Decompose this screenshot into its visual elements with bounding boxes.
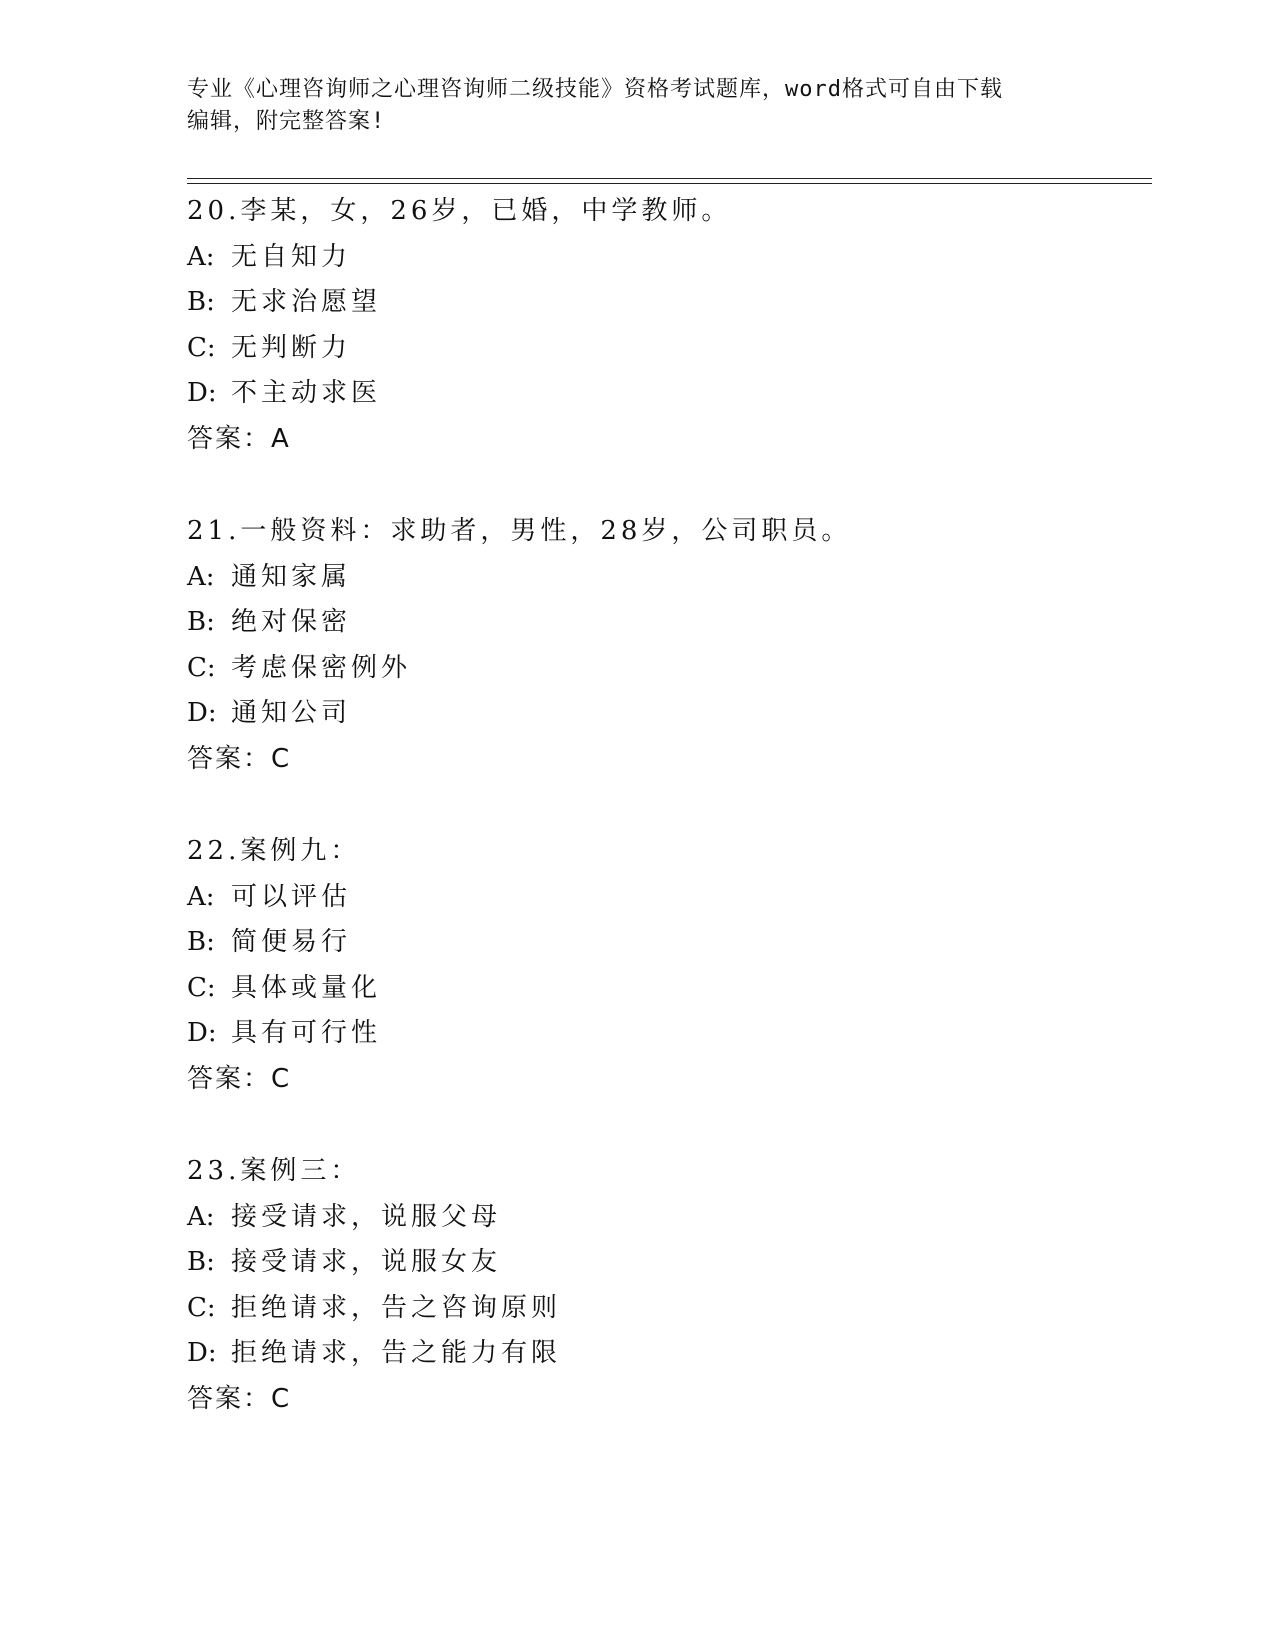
answer-label: 答案：A bbox=[187, 423, 291, 454]
question-stem: 23.案例三： bbox=[187, 1156, 361, 1186]
option-letter: B: bbox=[187, 1247, 215, 1277]
option-letter: B: bbox=[187, 927, 215, 957]
option-letter: C: bbox=[187, 1292, 216, 1323]
option-letter: A: bbox=[187, 241, 215, 272]
option-d bbox=[187, 1011, 1147, 1057]
option-text: 简便易行 bbox=[231, 927, 352, 957]
option-text: 接受请求，说服女友 bbox=[231, 1247, 502, 1277]
question-stem: 22.案例九： bbox=[187, 836, 361, 866]
option-text: 接受请求，说服父母 bbox=[231, 1201, 502, 1232]
option-a bbox=[187, 235, 1147, 281]
header-line-2: 编辑，附完整答案! bbox=[187, 109, 386, 134]
option-c bbox=[187, 1286, 1147, 1332]
option-text: 无判断力 bbox=[231, 332, 352, 363]
option-d bbox=[187, 691, 1147, 737]
question-stem: 21.一般资料：求助者，男性，28岁，公司职员。 bbox=[187, 516, 852, 546]
option-text: 绝对保密 bbox=[231, 607, 352, 637]
option-text: 通知公司 bbox=[231, 698, 352, 728]
option-c bbox=[187, 966, 1147, 1012]
option-letter: D: bbox=[187, 698, 217, 728]
option-text: 不主动求医 bbox=[231, 378, 382, 408]
option-b bbox=[187, 920, 1147, 966]
option-a bbox=[187, 875, 1147, 921]
answer-label: 答案：C bbox=[187, 743, 292, 774]
option-text: 可以评估 bbox=[231, 881, 352, 912]
option-text: 无求治愿望 bbox=[231, 287, 382, 317]
option-letter: B: bbox=[187, 287, 215, 317]
option-letter: D: bbox=[187, 378, 217, 408]
option-text: 无自知力 bbox=[231, 241, 352, 272]
header-line-1: 专业《心理咨询师之心理咨询师二级技能》资格考试题库，word格式可自由下载 bbox=[187, 77, 1003, 102]
option-text: 考虑保密例外 bbox=[231, 652, 412, 683]
question-23 bbox=[187, 1149, 1147, 1422]
option-text: 拒绝请求，告之咨询原则 bbox=[231, 1292, 562, 1323]
option-d bbox=[187, 371, 1147, 417]
option-letter: C: bbox=[187, 652, 216, 683]
option-letter: C: bbox=[187, 332, 216, 363]
option-c bbox=[187, 646, 1147, 692]
option-a bbox=[187, 555, 1147, 601]
question-20 bbox=[187, 189, 1147, 462]
question-stem: 20.李某，女，26岁，已婚，中学教师。 bbox=[187, 196, 732, 226]
option-b bbox=[187, 280, 1147, 326]
document-header bbox=[187, 74, 1067, 138]
question-21 bbox=[187, 509, 1147, 782]
option-text: 拒绝请求，告之能力有限 bbox=[231, 1338, 562, 1368]
option-c bbox=[187, 326, 1147, 372]
option-b bbox=[187, 1240, 1147, 1286]
option-text: 通知家属 bbox=[231, 561, 352, 592]
header-divider-bottom bbox=[187, 183, 1152, 184]
option-text: 具体或量化 bbox=[231, 972, 382, 1003]
option-b bbox=[187, 600, 1147, 646]
option-letter: A: bbox=[187, 881, 215, 912]
option-letter: D: bbox=[187, 1018, 217, 1048]
option-letter: A: bbox=[187, 1201, 215, 1232]
header-divider-top bbox=[187, 178, 1152, 179]
option-d bbox=[187, 1331, 1147, 1377]
question-list bbox=[187, 189, 1147, 1469]
option-letter: C: bbox=[187, 972, 216, 1003]
option-letter: A: bbox=[187, 561, 215, 592]
option-a bbox=[187, 1195, 1147, 1241]
answer-label: 答案：C bbox=[187, 1063, 292, 1094]
answer-label: 答案：C bbox=[187, 1383, 292, 1414]
option-letter: B: bbox=[187, 607, 215, 637]
option-letter: D: bbox=[187, 1338, 217, 1368]
question-22 bbox=[187, 829, 1147, 1102]
option-text: 具有可行性 bbox=[231, 1018, 382, 1048]
